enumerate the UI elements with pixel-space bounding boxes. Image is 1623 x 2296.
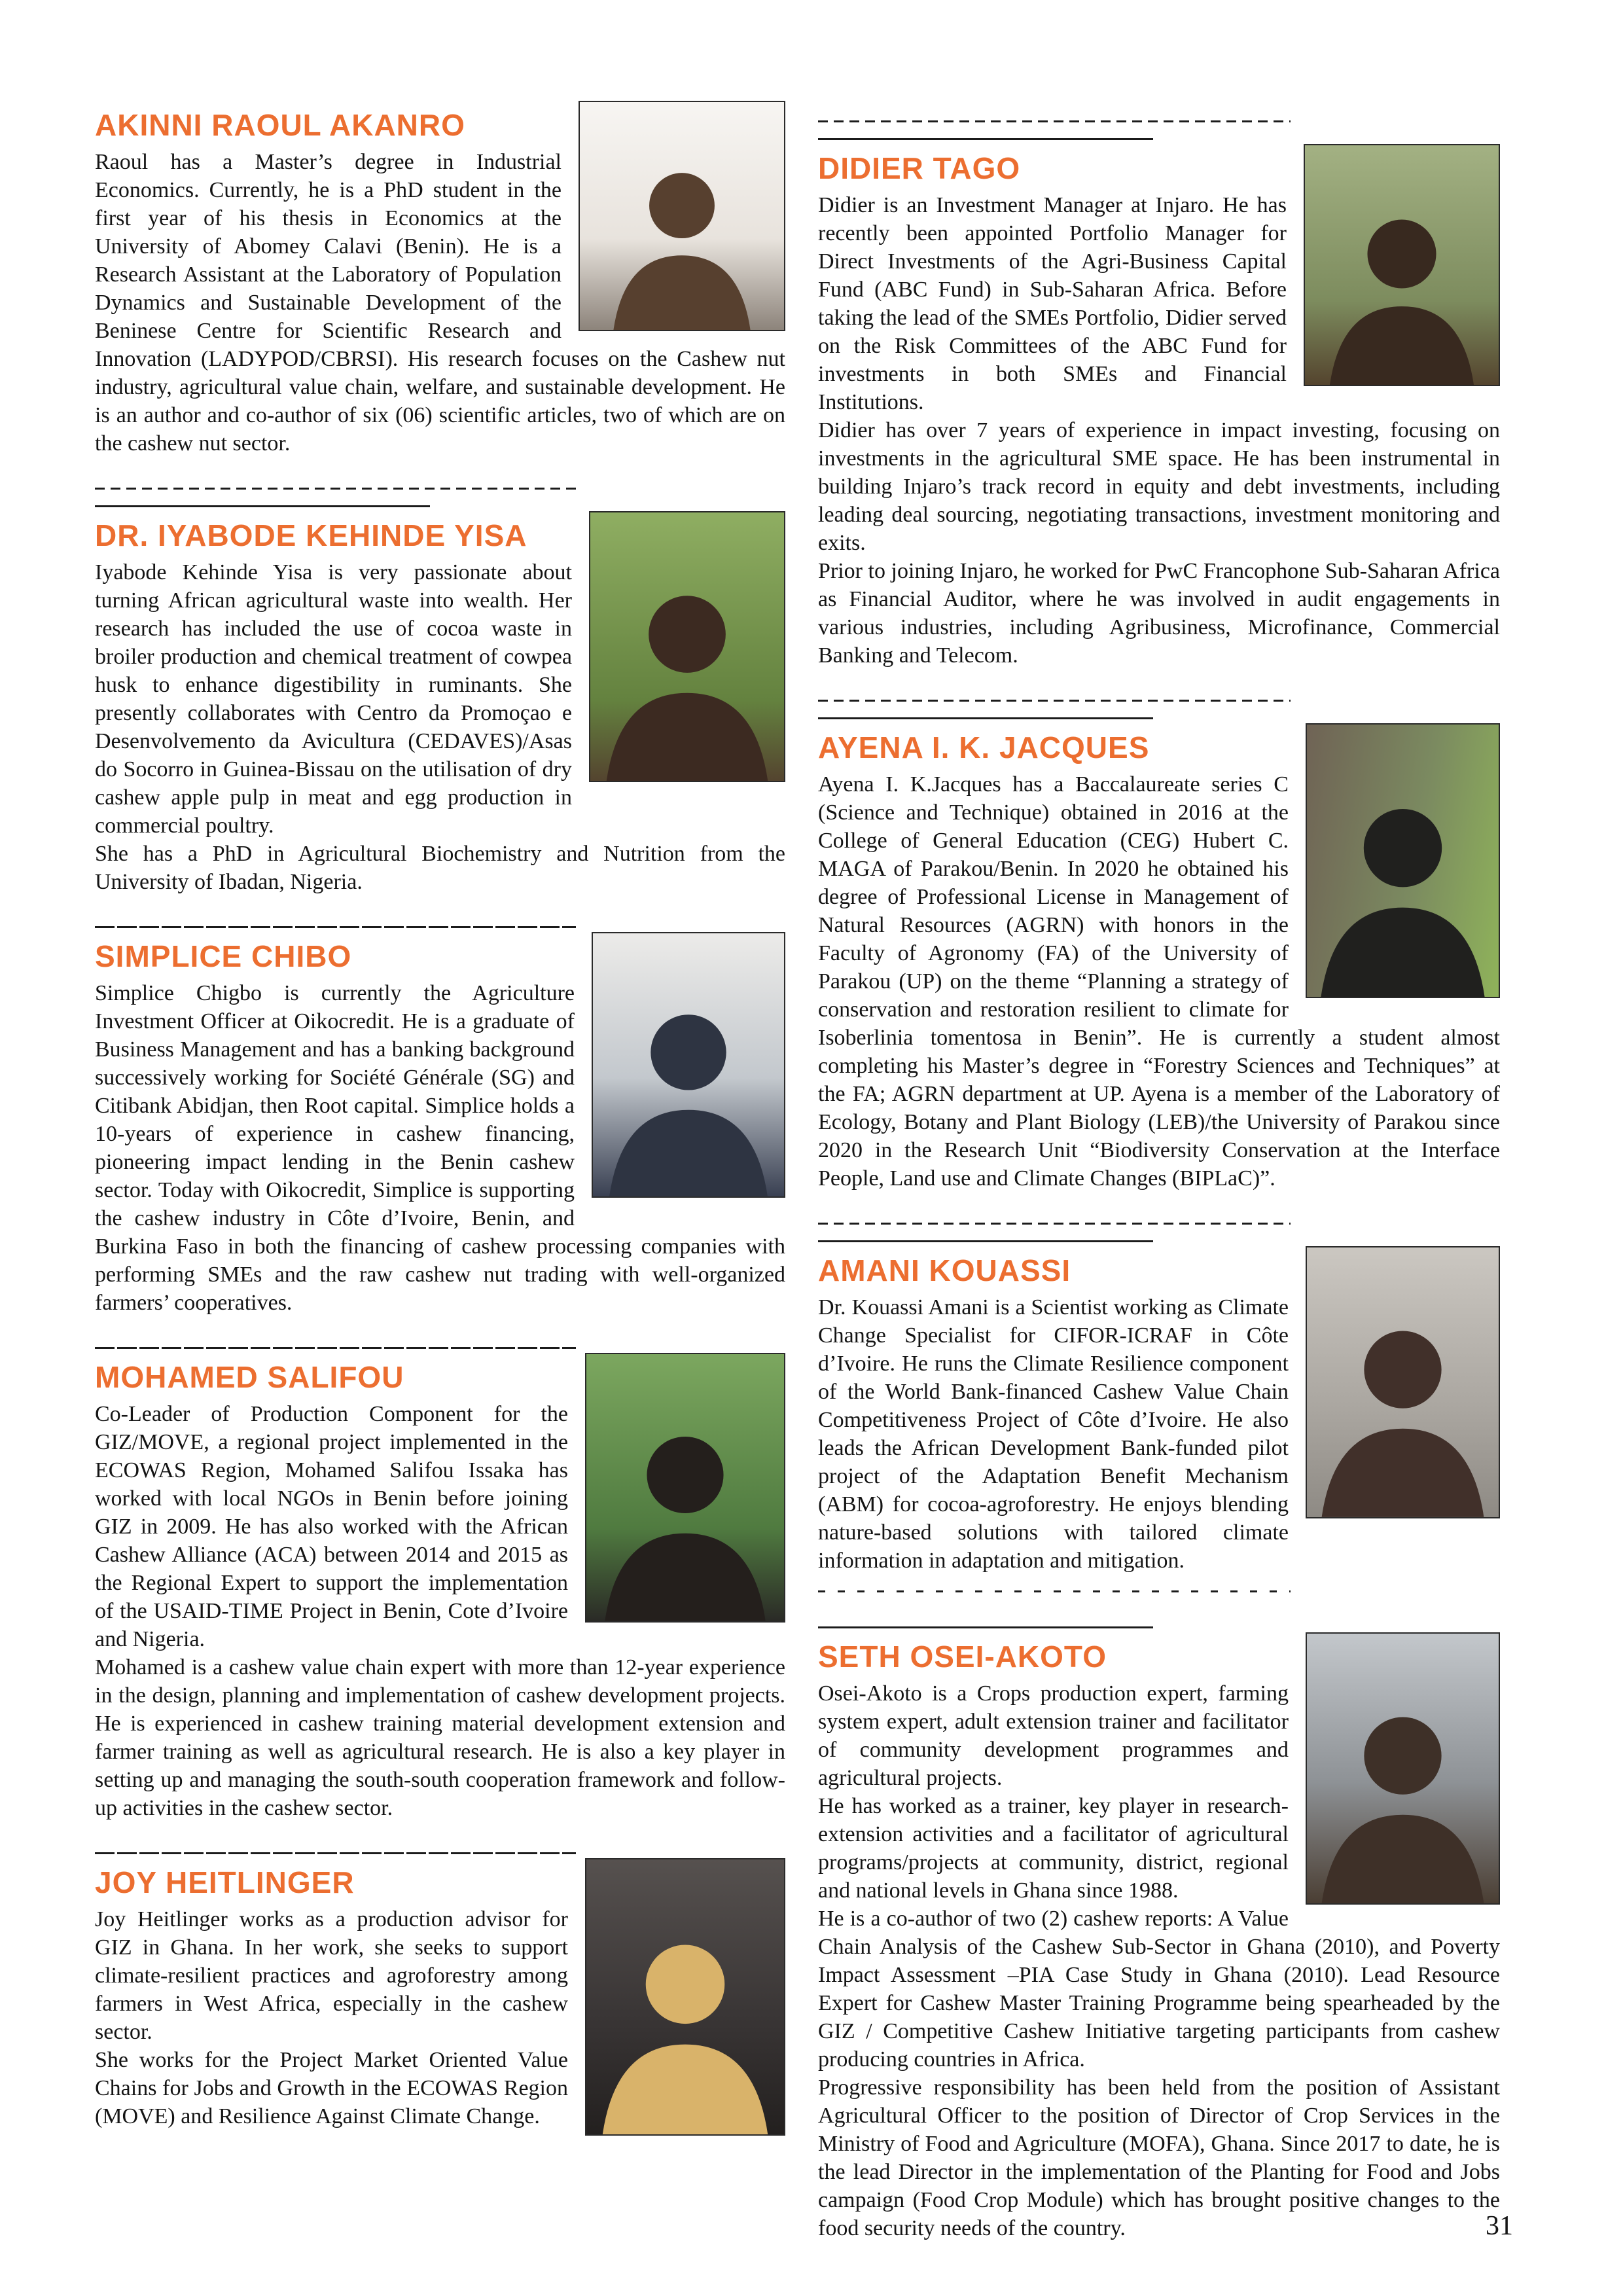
bio-heading: DIDIER TAGO	[818, 151, 1021, 185]
bio-simplice-chibo	[95, 896, 785, 1317]
bio-paragraph: Didier has over 7 years of experience in impact investing, focusing on investments in the agricultural SME space. He has been instrumental in building Injaro’s track record in equity and debt investments, including leading deal sourcing, negotiating transactions, investment monitoring and exits.	[818, 418, 1500, 555]
bio-paragraph: Prior to joining Injaro, he worked for PwC Francophone Sub-Saharan Africa as Financial Auditor, where he was involved in audit engagements in various industries, including Agribusiness, Microfinance, Commercial Banking and Telecom.	[818, 559, 1500, 668]
bio-paragraph: He has worked as a trainer, key player in research-extension activities and a facilitator of agricultural programs/projects at community, district, regional and national levels in Ghana since 1988.	[818, 1794, 1289, 1903]
person-silhouette-icon	[593, 980, 784, 1196]
person-silhouette-icon	[586, 1402, 784, 1621]
bio-paragraph: Raoul has a Master’s degree in Industrial Economics. Currently, he is a PhD student in the first year of his thesis in Economics at the University of Abomey Calavi (Benin). He is a Research Assistant at the Laboratory of Population Dynamics and Sustainable Development of the Beninese Centre for Scientific Research and Innovation (LADYPOD/CBRSI). His research focuses on the Cashew nut industry, agricultural value chain, welfare, and sustainable development. He is an author and co-author of six (06) scientific articles, two of which are on the cashew nut sector.	[95, 150, 785, 456]
separator-solid	[818, 1626, 1153, 1628]
separator-solid	[95, 505, 430, 507]
bio-heading: DR. IYABODE KEHINDE YISA	[95, 518, 527, 552]
separator-solid	[818, 717, 1153, 719]
bio-paragraph: He is a co-author of two (2) cashew reports: A Value Chain Analysis of the Cashew Sub-Sector in Ghana (2010), and Poverty Impact Assessment –PIA Case Study in Ghana (2010). Lead Resource Expert for Cashew Master Training Programme being spearheaded by the GIZ / Competitive Cashew Initiative targeting participants from cashew producing countries in Africa.	[818, 1907, 1500, 2072]
bio-ayena-jacques	[818, 670, 1500, 1193]
separator-line	[95, 1852, 576, 1854]
portrait-photo-iyabode	[589, 511, 785, 782]
separator-dashed	[818, 1223, 1291, 1225]
bio-iyabode-kehinde-yisa	[95, 457, 785, 896]
person-silhouette-icon	[1307, 1296, 1499, 1517]
bio-paragraph: She works for the Project Market Oriented Value Chains for Jobs and Growth in the ECOWAS Region (MOVE) and Resilience Against Climate Change.	[95, 2048, 568, 2128]
bio-seth-osei-akoto	[818, 1575, 1500, 2242]
portrait-photo-ayena	[1306, 723, 1500, 998]
separator-dashed	[818, 120, 1291, 122]
bio-mohamed-salifou	[95, 1317, 785, 1822]
separator-dashed	[818, 700, 1291, 702]
person-silhouette-icon	[1307, 774, 1499, 997]
person-silhouette-icon	[580, 143, 784, 330]
bio-heading: SETH OSEI-AKOTO	[818, 1640, 1107, 1674]
portrait-photo-seth	[1306, 1632, 1500, 1905]
person-silhouette-icon	[1305, 188, 1499, 385]
separator-dashed	[95, 488, 576, 490]
bio-paragraph: Didier is an Investment Manager at Injaro. He has recently been appointed Portfolio Manager for Direct Investments of the Agri-Business Capital Fund (ABC Fund) in Sub-Saharan Africa. Before taking the lead of the SMEs Portfolio, Didier served on the Risk Committees of the ABC Fund for investments in both SMEs and Financial Institutions.	[818, 193, 1287, 414]
bio-paragraph: Osei-Akoto is a Crops production expert, farming system expert, adult extension trainer and facilitator of community development programmes and agricultural projects.	[818, 1681, 1289, 1790]
separator-dashed-spaced	[818, 1590, 1291, 1592]
bio-paragraph: Dr. Kouassi Amani is a Scientist working as Climate Change Specialist for CIFOR-ICRAF in Côte d’Ivoire. He runs the Climate Resilience component of the World Bank-financed Cashew Value Chain Competitiveness Project of Côte d’Ivoire. He also leads the African Development Bank-funded pilot project of the Adaptation Benefit Mechanism (ABM) for cocoa-agroforestry. He enjoys blending nature-based solutions with tailored climate information in adaptation and mitigation.	[818, 1295, 1289, 1573]
portrait-photo-joy	[585, 1858, 785, 2136]
bio-paragraph: Mohamed is a cashew value chain expert with more than 12-year experience in the design, planning and implementation of cashew development projects. He is experienced in cashew training material development extension and farmer training as well as agricultural research. He is also a key player in setting up and managing the south-south cooperation framework and follow-up activities in the cashew sector.	[95, 1655, 785, 1820]
separator-solid	[818, 1240, 1153, 1242]
bio-heading: MOHAMED SALIFOU	[95, 1360, 404, 1394]
person-silhouette-icon	[590, 561, 784, 781]
bio-paragraph: Co-Leader of Production Component for the GIZ/MOVE, a regional project implemented in the ECOWAS Region, Mohamed Salifou Issaka has worked with local NGOs in Benin before joining GIZ in 2009. He has also worked with the African Cashew Alliance (ACA) between 2014 and 2015 as the Regional Expert to support the implementation of the USAID-TIME Project in Benin, Cote d’Ivoire and Nigeria.	[95, 1402, 568, 1651]
bio-paragraph: Iyabode Kehinde Yisa is very passionate about turning African agricultural waste into wealth. Her research has included the use of cocoa waste in broiler production and chemical treatment of cowpea husk to enhance digestibility in ruminants. She presently collaborates with Centro da Promoçao e Desenvolvemento da Avicultura (CEDAVES)/Asas do Socorro in Guinea-Bissau on the utilisation of dry cashew apple pulp in meat and egg production in commercial poultry.	[95, 560, 572, 838]
bio-amani-kouassi	[818, 1193, 1500, 1575]
bio-heading: AMANI KOUASSI	[818, 1253, 1071, 1287]
bio-joy-heitlinger	[95, 1822, 785, 2146]
page-number: 31	[1486, 2211, 1513, 2241]
portrait-photo-simplice	[592, 932, 785, 1198]
separator-line	[95, 1347, 576, 1349]
bio-paragraph: Progressive responsibility has been held from the position of Assistant Agricultural Officer to the position of Director of Crop Services in the Ministry of Food and Agriculture (MOFA), Ghana. Since 2017 to date, he is the lead Director in the implementation of the Planting for Food and Jobs campaign (Food Crop Module) which has brought positive changes to the food security needs of the country.	[818, 2075, 1500, 2240]
left-column	[95, 97, 785, 2146]
bio-paragraph: Joy Heitlinger works as a production advisor for GIZ in Ghana. In her work, she seeks to support climate-resilient practices and agroforestry among farmers in West Africa, especially in the cashew sector.	[95, 1907, 568, 2044]
bio-akinni-raoul-akanro	[95, 97, 785, 457]
person-silhouette-icon	[1307, 1682, 1499, 1903]
bio-paragraph: She has a PhD in Agricultural Biochemistry and Nutrition from the University of Ibadan, Nigeria.	[95, 842, 785, 894]
separator-line	[95, 926, 576, 928]
bio-heading: AKINNI RAOUL AKANRO	[95, 108, 465, 142]
portrait-photo-amani	[1306, 1246, 1500, 1518]
portrait-photo-akinni	[579, 101, 785, 331]
bio-paragraph: Ayena I. K.Jacques has a Baccalaureate series C (Science and Technique) obtained in 2016 at the College of General Education (CEG) Hubert C. MAGA of Parakou/Benin. In 2020 he obtained his degree of Professional License in Management of Natural Resources (AGRN) with honors in the Faculty of Agronomy (FA) of the University of Parakou (UP) on the theme “Planning a strategy of conservation and restoration resilient to climate for Isoberlinia tomentosa in Benin”. He is currently a student almost completing his Master’s degree in “Forestry Sciences and Techniques” at the FA; AGRN department at UP. Ayena is a member of the Laboratory of Ecology, Botany and Plant Biology (LEB)/the University of Parakou since 2020 in the Research Unit “Biodiversity Conservation at the Interface People, Land use and Climate Changes (BIPLaC)”.	[818, 772, 1500, 1191]
bio-paragraph: Simplice Chigbo is currently the Agriculture Investment Officer at Oikocredit. He is a graduate of Business Management and has a banking background successively working for Société Générale (SG) and Citibank Abidjan, then Root capital. Simplice holds a 10-years of experience in cashew financing, pioneering impact lending in the Benin cashew sector. Today with Oikocredit, Simplice is supporting the cashew industry in Côte d’Ivoire, Benin, and Burkina Faso in both the financing of cashew processing companies with performing SMEs and the raw cashew nut trading with well-organized farmers’ cooperatives.	[95, 981, 785, 1315]
portrait-photo-didier	[1304, 144, 1500, 386]
bio-didier-tago	[818, 97, 1500, 670]
bio-heading: AYENA I. K. JACQUES	[818, 730, 1150, 764]
bio-heading: SIMPLICE CHIBO	[95, 939, 352, 973]
separator-solid	[818, 138, 1153, 140]
right-column	[818, 97, 1500, 2242]
portrait-photo-mohamed	[585, 1353, 785, 1623]
bio-heading: JOY HEITLINGER	[95, 1865, 355, 1899]
person-silhouette-icon	[586, 1909, 784, 2134]
